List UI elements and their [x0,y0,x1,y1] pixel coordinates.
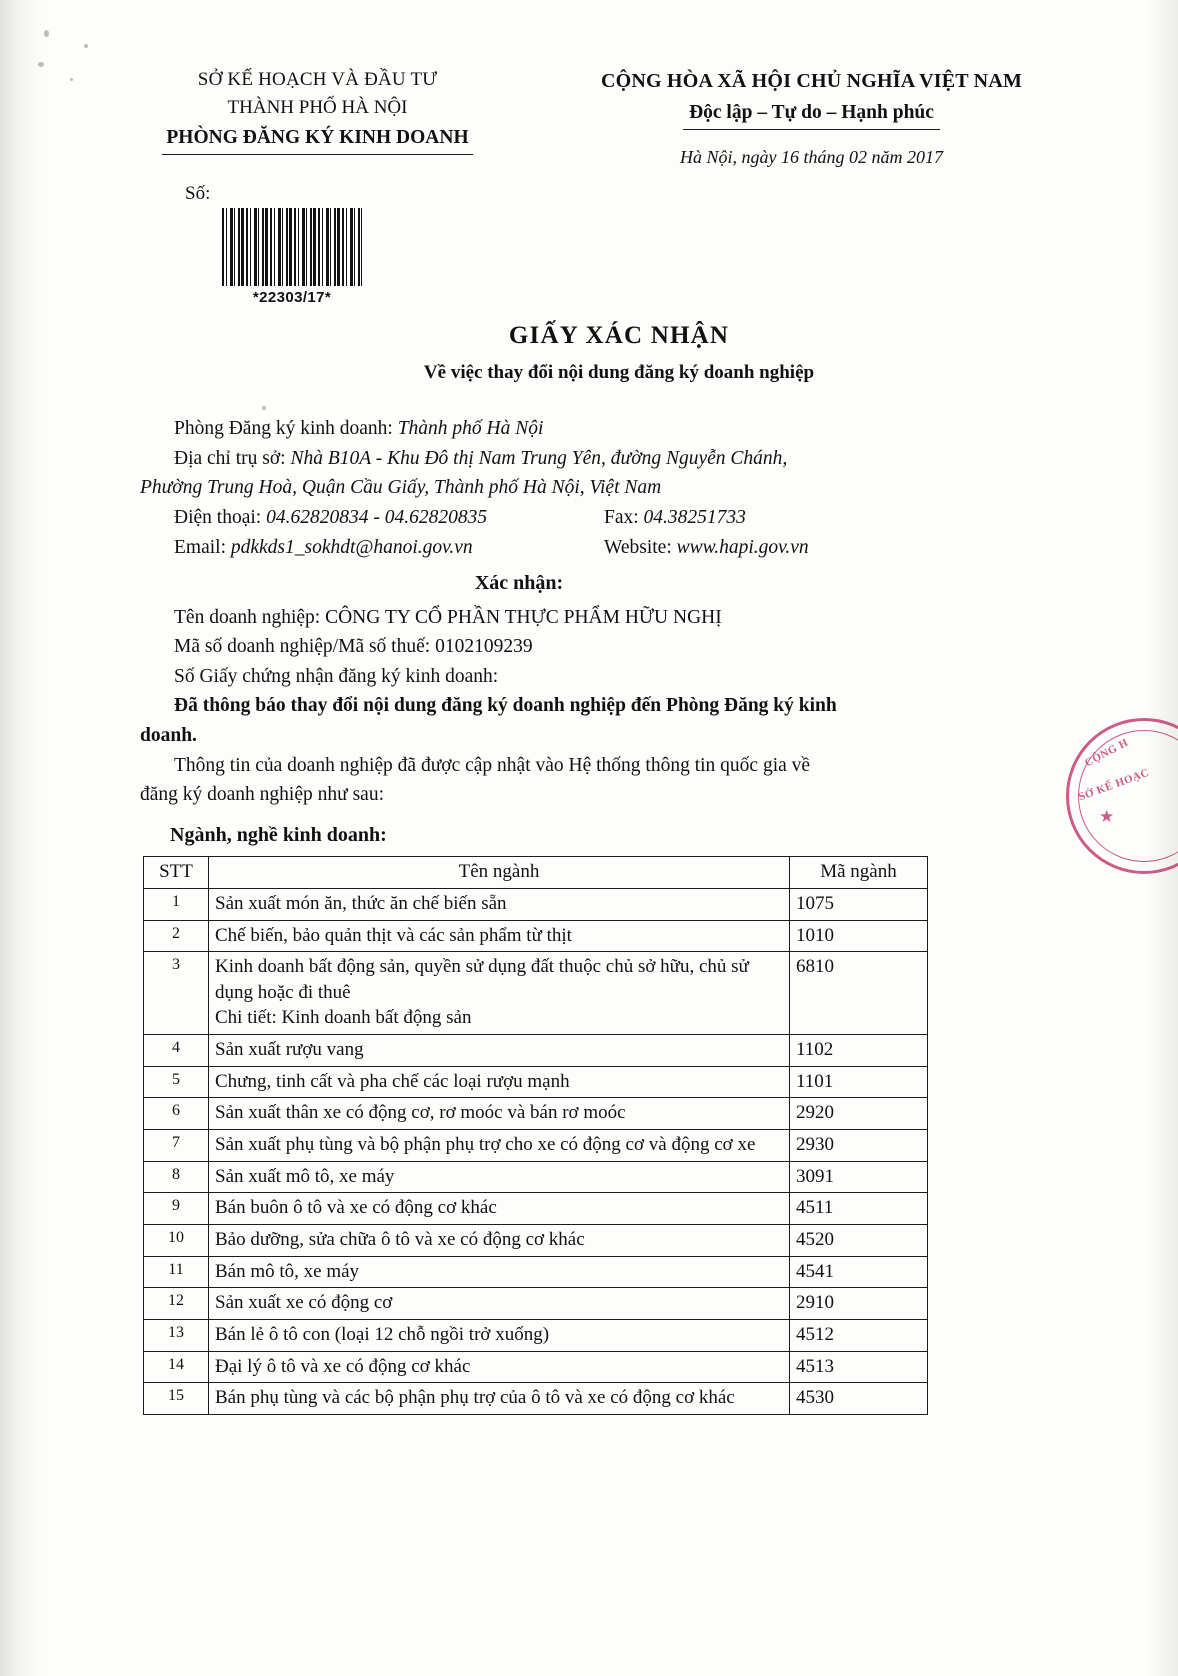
cell-code: 2910 [790,1288,928,1320]
cell-name: Bán buôn ô tô và xe có động cơ khác [209,1193,790,1225]
cell-name: Chế biến, bảo quản thịt và các sản phẩm từ thịt [209,920,790,952]
cell-name: Bảo dưỡng, sửa chữa ô tô và xe có động cơ khác [209,1224,790,1256]
th-name: Tên ngành [209,857,790,889]
authority-line-1: SỞ KẾ HOẠCH VÀ ĐẦU TƯ [197,69,438,90]
office-email-cell [140,533,570,563]
table-row [144,1161,928,1193]
office-address-label: Địa chỉ trụ sở: [174,447,286,469]
office-address-value-2: Phường Trung Hoà, Quận Cầu Giấy, Thành phố Hà Nội, Việt Nam [140,477,662,499]
cell-code: 6810 [790,952,928,1035]
th-code: Mã ngành [790,857,928,889]
tax-code-label: Mã số doanh nghiệp/Mã số thuế: [174,636,431,658]
cell-code: 2920 [790,1098,928,1130]
cell-stt: 12 [144,1288,209,1320]
cell-name: Sản xuất xe có động cơ [209,1288,790,1320]
certificate-label: Số Giấy chứng nhận đăng ký kinh doanh: [174,665,499,687]
cell-code: 1102 [790,1035,928,1067]
updated-line-1: Thông tin của doanh nghiệp đã được cập nhật vào Hệ thống thông tin quốc gia về [174,754,811,776]
barcode-block [222,208,362,306]
business-lines-table [143,856,928,1415]
cell-name: Chưng, tinh cất và pha chế các loại rượu mạnh [209,1066,790,1098]
table-row [144,1066,928,1098]
cell-name: Sản xuất rượu vang [209,1035,790,1067]
cell-stt: 5 [144,1066,209,1098]
cell-code: 1075 [790,888,928,920]
cell-stt: 10 [144,1224,209,1256]
scan-speck [44,30,49,37]
table-row [144,1383,928,1415]
authority-line-2: THÀNH PHỐ HÀ NỘI [227,96,408,118]
cell-name: Bán mô tô, xe máy [209,1256,790,1288]
cell-code: 4513 [790,1351,928,1383]
th-stt: STT [144,857,209,889]
cell-name: Bán phụ tùng và các bộ phận phụ trợ của ô tô và xe có động cơ khác [209,1383,790,1415]
cell-code: 3091 [790,1161,928,1193]
cell-name: Kinh doanh bất động sản, quyền sử dụng đất thuộc chủ sở hữu, chủ sử dụng hoặc đi thuê Chi tiết: Kinh doanh bất động sản [209,952,790,1035]
office-website-label: Website: [604,536,672,558]
tax-code-row [140,632,1018,662]
tax-code-value: 0102109239 [435,636,533,658]
office-name-label: Phòng Đăng ký kinh doanh: [174,418,393,439]
table-row [144,1224,928,1256]
page-title: GIẤY XÁC NHẬN [508,322,730,349]
office-address-value-1: Nhà B10A - Khu Đô thị Nam Trung Yên, đường Nguyễn Chánh, [290,447,788,469]
national-motto: Độc lập – Tự do – Hạnh phúc [683,98,940,130]
cell-code: 4520 [790,1224,928,1256]
company-name-row [140,603,1018,633]
cell-name: Sản xuất món ăn, thức ăn chế biến sẵn [209,888,790,920]
office-address-row [140,444,1018,474]
office-website-cell [570,533,809,563]
table-row [144,1098,928,1130]
cell-stt: 3 [144,952,209,1035]
table-row [144,1193,928,1225]
office-email-label: Email: [174,536,226,558]
cell-stt: 1 [144,888,209,920]
cell-stt: 4 [144,1035,209,1067]
office-website-value: www.hapi.gov.vn [676,536,809,558]
table-row [144,1256,928,1288]
seal-text-2: SỞ KẾ HOẠC [1077,766,1151,804]
scan-edge-left [0,0,46,1676]
official-seal-icon [1066,718,1178,874]
company-name-value: CÔNG TY CỔ PHẦN THỰC PHẨM HỮU NGHỊ [325,606,722,628]
seal-star-icon: ★ [1099,807,1115,826]
cell-stt: 2 [144,920,209,952]
reference-number-label: Số: [185,183,211,204]
cell-stt: 11 [144,1256,209,1288]
national-title: CỘNG HÒA XÃ HỘI CHỦ NGHĨA VIỆT NAM [600,70,1023,92]
table-row [144,1351,928,1383]
table-row [144,1319,928,1351]
table-row [144,952,928,1035]
office-fax-cell [570,503,746,533]
cell-stt: 8 [144,1161,209,1193]
cell-name: Bán lẻ ô tô con (loại 12 chỗ ngồi trở xuống) [209,1319,790,1351]
table-row [144,1130,928,1162]
cell-name: Sản xuất phụ tùng và bộ phận phụ trợ cho xe có động cơ và động cơ xe [209,1130,790,1162]
cell-stt: 7 [144,1130,209,1162]
cell-name: Sản xuất mô tô, xe máy [209,1161,790,1193]
table-row [144,920,928,952]
cell-code: 4541 [790,1256,928,1288]
cell-stt: 9 [144,1193,209,1225]
cell-code: 1010 [790,920,928,952]
cell-stt: 14 [144,1351,209,1383]
table-header-row [144,857,928,889]
updated-line-2: đăng ký doanh nghiệp như sau: [140,784,384,806]
company-name-label: Tên doanh nghiệp: [174,606,321,628]
cell-code: 4530 [790,1383,928,1415]
cell-stt: 13 [144,1319,209,1351]
page-subtitle: Về việc thay đổi nội dung đăng ký doanh nghiệp [423,362,815,383]
office-phone-label: Điện thoại: [174,506,262,528]
office-fax-value: 04.38251733 [643,506,746,528]
document-header [0,66,1178,171]
cell-code: 4511 [790,1193,928,1225]
barcode-icon [222,208,362,286]
office-email-row [140,533,1018,563]
cell-code: 2930 [790,1130,928,1162]
certificate-row [140,662,1018,692]
cell-name: Đại lý ô tô và xe có động cơ khác [209,1351,790,1383]
national-heading-block [515,66,1108,171]
business-lines-title: Ngành, nghề kinh doanh: [170,823,387,846]
office-phone-row [140,503,1018,533]
confirm-heading: Xác nhận: [474,572,564,595]
office-fax-label: Fax: [604,506,639,528]
statement-line-2: doanh. [140,725,197,747]
issue-date: Hà Nội, ngày 16 tháng 02 năm 2017 [680,147,943,168]
office-phone-value: 04.62820834 - 04.62820835 [266,506,488,528]
table-row [144,1288,928,1320]
barcode-number: *22303/17* [252,289,332,306]
issuing-authority-block [120,66,515,171]
office-email-value: pdkkds1_sokhdt@hanoi.gov.vn [230,536,473,558]
office-name-row [140,414,1018,444]
cell-code: 4512 [790,1319,928,1351]
cell-code: 1101 [790,1066,928,1098]
cell-name: Sản xuất thân xe có động cơ, rơ moóc và bán rơ moóc [209,1098,790,1130]
scan-speck [262,406,266,410]
table-row [144,888,928,920]
table-body [144,888,928,1414]
office-phone-cell [140,503,570,533]
table-row [144,1035,928,1067]
authority-line-3: PHÒNG ĐĂNG KÝ KINH DOANH [162,124,472,155]
document-body [140,414,1018,1415]
statement-line-1: Đã thông báo thay đổi nội dung đăng ký doanh nghiệp đến Phòng Đăng ký kinh [174,695,837,717]
scan-speck [84,44,88,48]
seal-text-1: CỘNG H [1082,736,1131,770]
cell-stt: 6 [144,1098,209,1130]
office-name-value: Thành phố Hà Nội [397,418,544,439]
cell-stt: 15 [144,1383,209,1415]
